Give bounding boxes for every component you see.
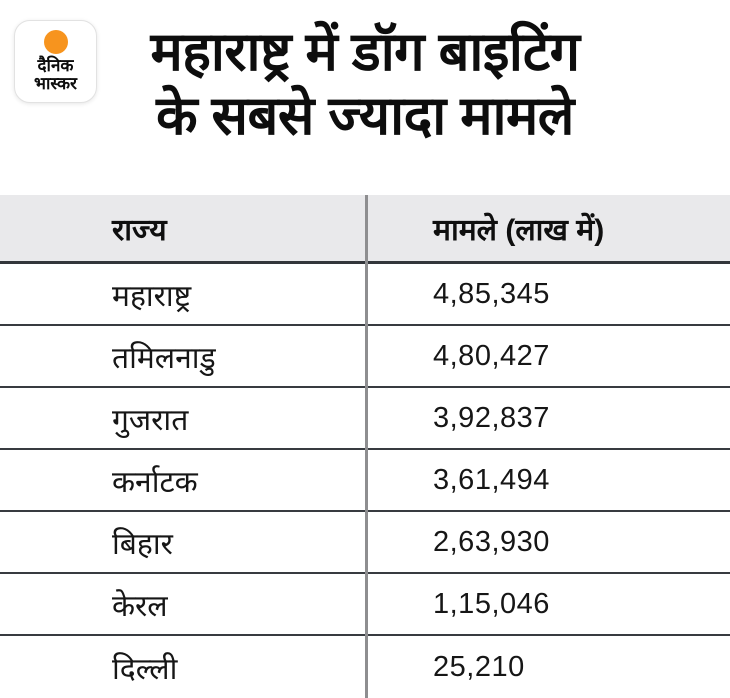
cases-count: 4,80,427 (433, 339, 550, 372)
page-title-line2: के सबसे ज्यादा मामले (156, 86, 574, 146)
cases-count: 3,61,494 (433, 463, 550, 496)
cases-cell (366, 574, 730, 634)
state-name: कर्नाटक (112, 465, 198, 499)
cases-count: 25,210 (433, 650, 525, 683)
logo-text-line2: भास्कर (34, 74, 77, 93)
state-cell (0, 512, 366, 572)
page-title (0, 20, 730, 148)
state-cell (0, 264, 366, 324)
column-header-cases (366, 195, 730, 261)
state-cell (0, 574, 366, 634)
logo-sun-icon (44, 30, 68, 54)
masthead (0, 0, 730, 195)
logo-text-line1: दैनिक (37, 56, 74, 75)
cases-count: 4,85,345 (433, 277, 550, 310)
cases-count: 1,15,046 (433, 587, 550, 620)
state-cell (0, 388, 366, 448)
column-header-state (0, 195, 366, 261)
cases-count: 3,92,837 (433, 401, 550, 434)
cases-cell (366, 388, 730, 448)
cases-cell (366, 326, 730, 386)
state-name: महाराष्ट्र (112, 279, 192, 313)
cases-count: 2,63,930 (433, 525, 550, 558)
cases-cell (366, 512, 730, 572)
cases-cell (366, 450, 730, 510)
state-cell (0, 450, 366, 510)
state-cell (0, 636, 366, 698)
column-header-cases-label: मामले (लाख में) (433, 213, 605, 247)
cases-cell (366, 636, 730, 698)
page-title-line1: महाराष्ट्र में डॉग बाइटिंग (150, 22, 580, 82)
state-name: गुजरात (112, 403, 189, 437)
data-table (0, 195, 730, 698)
dainik-bhaskar-logo (14, 20, 97, 103)
state-cell (0, 326, 366, 386)
state-name: बिहार (112, 527, 173, 561)
column-divider (365, 195, 368, 698)
state-name: केरल (112, 589, 168, 623)
cases-cell (366, 264, 730, 324)
state-name: तमिलनाडु (112, 341, 216, 375)
state-name: दिल्ली (112, 652, 178, 686)
column-header-state-label: राज्य (112, 213, 167, 247)
